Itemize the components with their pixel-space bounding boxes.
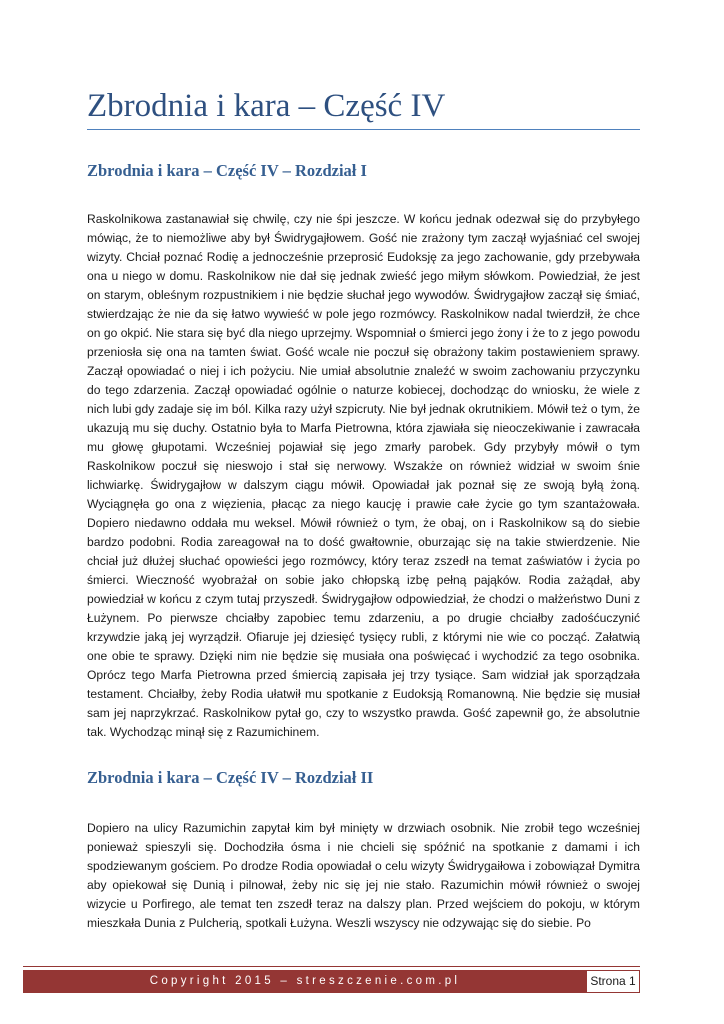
title-divider xyxy=(87,129,640,130)
footer-copyright: Copyright 2015 – streszczenie.com.pl xyxy=(149,975,461,987)
footer-divider xyxy=(23,966,640,967)
document-title: Zbrodnia i kara – Część IV xyxy=(87,88,446,124)
section-heading-chapter-2: Zbrodnia i kara – Część IV – Rozdział II xyxy=(87,768,374,787)
section-paragraph-chapter-1: Raskolnikowa zastanawiał się chwilę, czy nie śpi jeszcze. W końcu jednak odezwał się do przybyłego mówiąc, że to niemożliwe aby był Świdrygajłowem. Gość nie zrażony tym zaczął wyjaśniać cel swojej wizyty. Chciał poznać Rodię a jednocześnie przeprosić Eudoksję za jego zachowanie, gdy przebywała ona u niego w domu. Raskolnikow nie dał się jednak zwieść jego miłym słówkom. Powiedział, że jest on starym, obleśnym rozpustnikiem i nie będzie słuchał jego wywodów. Świdrygajłow zaczął się śmiać, stwierdzając że nie da się łatwo wywieść w pole jego rozmówcy. Raskolnikow nadal twierdził, że chce on go okpić. Nie stara się być dla niego uprzejmy. Wspomniał o śmierci jego żony i że to z jego powodu przeniosła się ona na tamten świat. Gość wcale nie poczuł się obrażony takim postawieniem sprawy. Zaczął opowiadać o niej i ich pożyciu. Nie umiał absolutnie znaleźć w swoim zachowaniu przyczynku do tego zdarzenia. Zaczął opowiadać ogólnie o naturze kobiecej, dochodząc do wniosku, że wiele z nich lubi gdy zadaje się im ból. Kilka razy użył szpicruty. Nie był jednak okrutnikiem. Mówił też o tym, że ukazują mu się duchy. Ostatnio była to Marfa Pietrowna, która zjawiała się nieoczekiwanie i zawracała mu głowę głupotami. Wcześniej pojawiał się jego zmarły parobek. Gdy przybyły mówił o tym Raskolnikow poczuł się nieswojo i stał się nerwowy. Wszakże on również widział w swoim śnie lichwiarkę. Świdrygajłow w dalszym ciągu mówił. Opowiadał jak poznał się ze swoją byłą żoną. Wyciągnęła go ona z więzienia, płacąc za niego kaucję i prawie całe życie go tym szantażowała. Dopiero niedawno oddała mu weksel. Mówił również o tym, że obaj, on i Raskolnikow są do siebie bardzo podobni. Rodia zareagował na to dość gwałtownie, oburzając się na takie stwierdzenie. Nie chciał już dłużej słuchać opowieści jego rozmówcy, który teraz zszedł na temat zaświatów i życia po śmierci. Wieczność wyobrażał on sobie jako chłopską izbę pełną pająków. Rodia zażądał, aby powiedział w końcu z czym tutaj przyszedł. Świdrygajłow odpowiedział, że chodzi o małżeństwo Duni z Łużynem. Po pierwsze chciałby zapobiec temu zdarzeniu, a po drugie chciałby zadośćuczynić krzywdzie jaką jej wyrządził. Ofiaruje jej dziesięć tysięcy rubli, z którymi nie wie co począć. Załatwią one obie te sprawy. Dzięki nim nie będzie się musiała ona poświęcać i wychodzić za tego osobnika. Oprócz tego Marfa Pietrowna przed śmiercią zapisała jej trzy tysiące. Sam widział jak sporządzała testament. Chciałby, żeby Rodia ułatwił mu spotkanie z Eudoksją Romanowną. Nie będzie się musiał sam jej naprzykrzać. Raskolnikow pytał go, czy to wszystko prawda. Gość zapewnił go, że absolutnie tak. Wychodząc minął się z Razumichinem. xyxy=(87,212,640,739)
footer-page-number: Strona 1 xyxy=(586,970,640,993)
section-paragraph-chapter-2: Dopiero na ulicy Razumichin zapytał kim był minięty w drzwiach osobnik. Nie zrobił tego wcześniej ponieważ spieszyli się. Dochodziła ósma i nie chcieli się spóźnić na spotkanie z damami i ich spodziewanym gościem. Po drodze Rodia opowiadał o celu wizyty Świdrygaiłowa i zobowiązał Dymitra aby opiekował się Dunią i pilnował, żeby nic się jej nie stało. Razumichin mówił również o swojej wizycie u Porfirego, ale temat ten zszedł teraz na dalszy plan. Przed wejściem do pokoju, w którym mieszkała Dunia z Pulcherią, spotkali Łużyna. Weszli wszyscy nie odzywając się do siebie. Po xyxy=(87,821,640,930)
page-footer xyxy=(23,970,640,993)
section-heading-chapter-1: Zbrodnia i kara – Część IV – Rozdział I xyxy=(87,161,367,180)
